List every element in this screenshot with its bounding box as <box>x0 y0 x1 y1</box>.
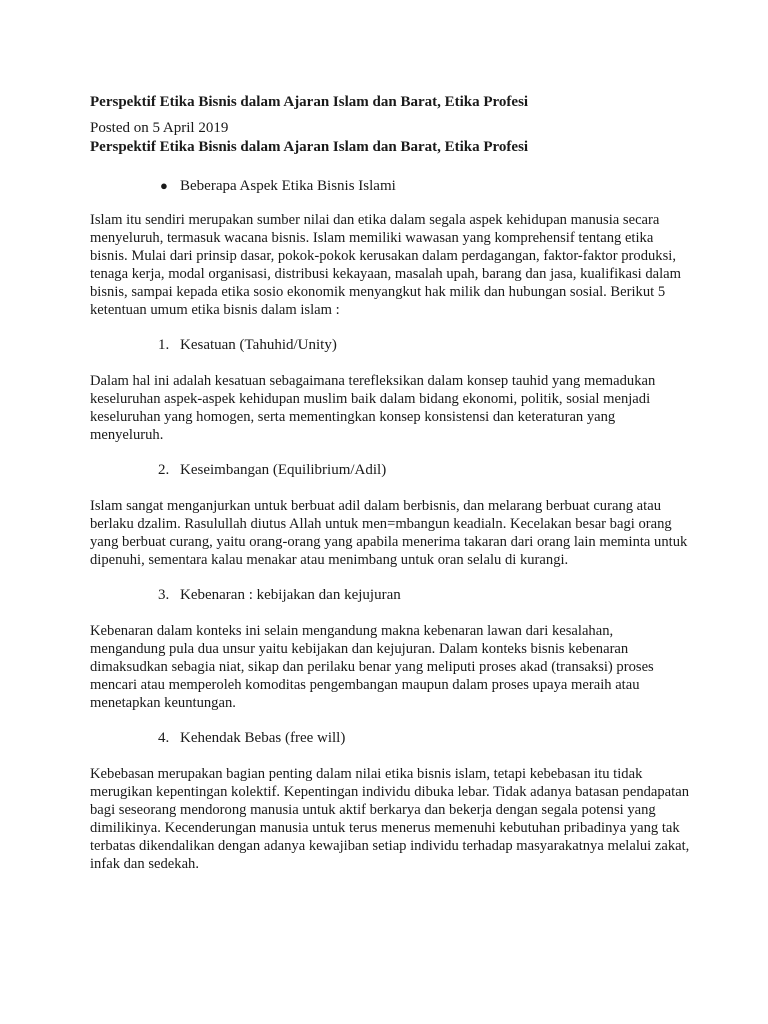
section-paragraph-2: Islam sangat menganjurkan untuk berbuat adil dalam berbisnis, dan melarang berbuat curang atau berlaku dzalim. Rasulullah diutus Allah untuk men=mbangun keadialn. Kecelakan besar bagi orang yang berbuat curang, yaitu orang-orang yang apabila menerima takaran dari orang lain meminta untuk dipenuhi, sementara kalau menakar atau menimbang untuk oran selalu di kurangi. <box>90 498 688 568</box>
section-number: 1. <box>158 337 170 353</box>
section-heading-1 <box>90 335 690 355</box>
section-heading-text: Kebenaran : kebijakan dan kejujuran <box>180 587 401 603</box>
document-title: Perspektif Etika Bisnis dalam Ajaran Islam dan Barat, Etika Profesi <box>90 94 529 110</box>
document-page <box>90 92 690 889</box>
posted-date: Posted on 5 April 2019 <box>90 120 229 136</box>
section-number: 3. <box>158 587 170 603</box>
section-number: 2. <box>158 462 170 478</box>
section-paragraph-4: Kebebasan merupakan bagian penting dalam nilai etika bisnis islam, tetapi kebebasan itu tidak merugikan kepentingan kolektif. Kepentingan individu dibuka lebar. Tidak adanya batasan pendapatan bagi seseorang mendorong manusia untuk aktif berkarya dan bekerja dengan segala potensi yang dimilikinya. Kecenderungan manusia untuk terus menerus memenuhi kebutuhan pribadinya yang tak terbatas dikendalikan dengan adanya kewajiban setiap individu terhadap masyarakatnya melalui zakat, infak dan sedekah. <box>90 766 690 872</box>
section-paragraph-3: Kebenaran dalam konteks ini selain mengandung makna kebenaran lawan dari kesalahan, mengandung pula dua unsur yaitu kebijakan dan kejujuran. Dalam konteks bisnis kebenaran dimaksudkan sebagia niat, sikap dan perilaku benar yang meliputi proses akad (transaksi) proses mencari atau memperoleh komoditas pengembangan maupun dalam proses upaya meraih atau menetapkan keuntungan. <box>90 623 654 711</box>
section-heading-text: Kehendak Bebas (free will) <box>180 730 346 746</box>
section-paragraph-1: Dalam hal ini adalah kesatuan sebagaimana terefleksikan dalam konsep tauhid yang memadukan keseluruhan aspek-aspek kehidupan muslim baik dalam bidang ekonomi, politik, sosial menjadi keseluruhan yang homogen, serta mementingkan konsep konsistensi dan keteraturan yang menyeluruh. <box>90 373 656 443</box>
section-number: 4. <box>158 730 170 746</box>
section-heading-3 <box>90 585 690 605</box>
section-heading-text: Kesatuan (Tahuhid/Unity) <box>180 337 337 353</box>
bullet-text: Beberapa Aspek Etika Bisnis Islami <box>180 178 396 194</box>
bullet-item <box>90 176 690 196</box>
section-heading-4 <box>90 728 690 748</box>
document-subtitle: Perspektif Etika Bisnis dalam Ajaran Islam dan Barat, Etika Profesi <box>90 139 529 155</box>
bullet-icon: ● <box>160 178 168 193</box>
section-heading-2 <box>90 460 690 480</box>
section-heading-text: Keseimbangan (Equilibrium/Adil) <box>180 462 387 478</box>
intro-paragraph: Islam itu sendiri merupakan sumber nilai dan etika dalam segala aspek kehidupan manusia secara menyeluruh, termasuk wacana bisnis. Islam memiliki wawasan yang komprehensif tentang etika bisnis. Mulai dari prinsip dasar, pokok-pokok kerusakan dalam perdagangan, faktor-faktor produksi, tenaga kerja, modal organisasi, distribusi kekayaan, masalah upah, barang dan jasa, kualifikasi dalam bisnis, sampai kepada etika sosio ekonomik menyangkut hak milik dan hubungan sosial. Berikut 5 ketentuan umum etika bisnis dalam islam : <box>90 212 681 318</box>
